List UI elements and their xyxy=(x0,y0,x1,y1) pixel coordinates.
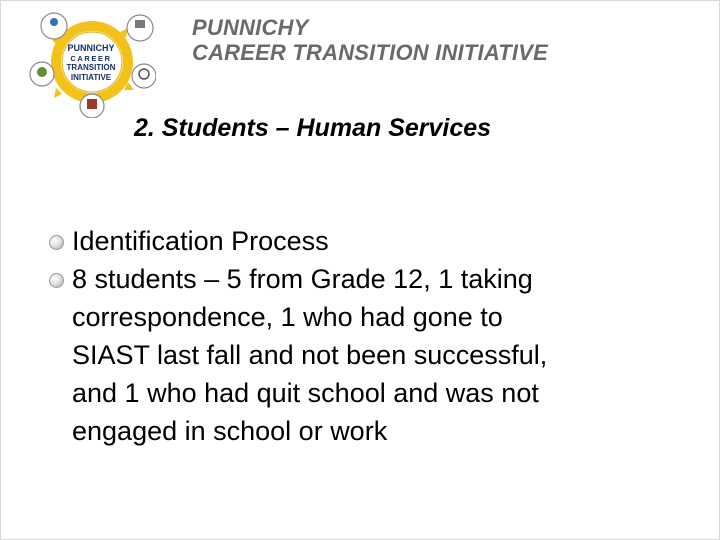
bullet-line: 8 students – 5 from Grade 12, 1 taking xyxy=(72,264,533,294)
logo-line-3: TRANSITION xyxy=(66,63,116,72)
bullet-line: and 1 who had quit school and was not xyxy=(72,378,539,408)
logo-line-4: INITIATIVE xyxy=(70,72,112,82)
bullet-list xyxy=(48,222,688,450)
bullet-line: engaged in school or work xyxy=(72,416,388,446)
bullet-marker-icon xyxy=(49,235,64,250)
header-title-line-2: CAREER TRANSITION INITIATIVE xyxy=(192,40,548,65)
header-title-line-1: PUNNICHY xyxy=(192,15,309,40)
slide-title: 2. Students – Human Services xyxy=(134,114,492,142)
logo-line-2: CAREER xyxy=(70,53,112,63)
bullet-line: correspondence, 1 who had gone to xyxy=(72,302,503,332)
bullet-item xyxy=(48,222,688,260)
logo-wordmark xyxy=(60,44,122,82)
bullet-line: Identification Process xyxy=(72,226,329,256)
bullet-line: SIAST last fall and not been successful, xyxy=(72,340,548,370)
bullet-item xyxy=(48,260,688,450)
punnichy-logo xyxy=(28,6,156,118)
header-title xyxy=(192,15,548,65)
bullet-marker-icon xyxy=(49,273,64,288)
logo-line-1: PUNNICHY xyxy=(67,43,115,53)
